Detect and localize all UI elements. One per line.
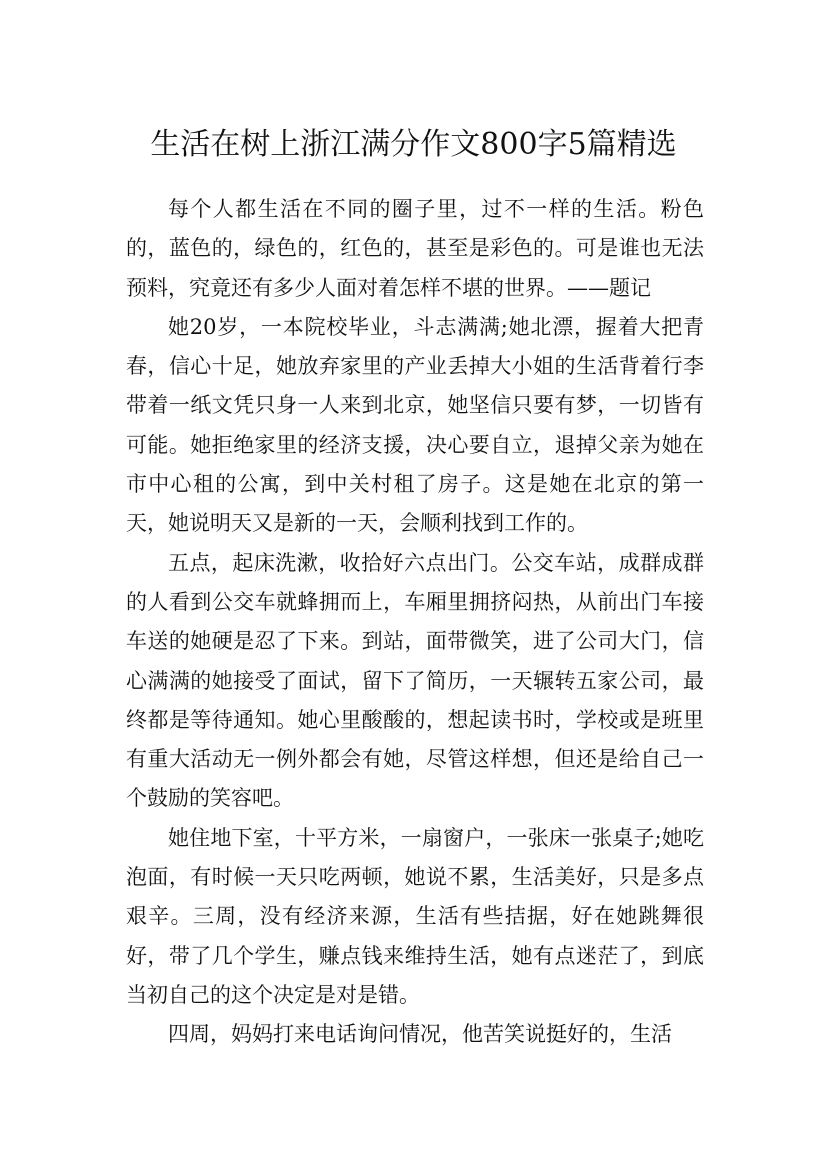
paragraph-epigraph: 每个人都生活在不同的圈子里，过不一样的生活。粉色的，蓝色的，绿色的，红色的，甚至是彩色的。可是谁也无法预料，究竟还有多少人面对着怎样不堪的世界。——题记	[126, 197, 704, 300]
paragraph-job-hunting: 五点，起床洗漱，收拾好六点出门。公交车站，成群成群的人看到公交车就蜂拥而上，车厢里拥挤闷热，从前出门车接车送的她硬是忍了下来。到站，面带微笑，进了公司大门，信心满满的她接受了面试，留下了简历，一天辗转五家公司，最终都是等待通知。她心里酸酸的，想起读书时，学校或是班里有重大活动无一例外都会有她，尽管这样想，但还是给自己一个鼓励的笑容吧。	[126, 550, 704, 811]
paragraph-mother-call: 四周，妈妈打来电话询问情况，他苦笑说挺好的，生活	[168, 1022, 672, 1047]
paragraph-beijing-arrival: 她20岁，一本院校毕业，斗志满满;她北漂，握着大把青春，信心十足，她放弃家里的产业丢掉大小姐的生活背着行李带着一纸文凭只身一人来到北京，她坚信只要有梦，一切皆有可能。她拒绝家里的经济支援，决心要自立，退掉父亲为她在市中心租的公寓，到中关村租了房子。这是她在北京的第一天，她说明天又是新的一天，会顺利找到工作的。	[126, 314, 704, 536]
paragraph-basement-life: 她住地下室，十平方米，一扇窗户，一张床一张桌子;她吃泡面，有时候一天只吃两顿，她说不累，生活美好，只是多点艰辛。三周，没有经济来源，生活有些拮据，好在她跳舞很好，带了几个学生，赚点钱来维持生活，她有点迷茫了，到底当初自己的这个决定是对是错。	[126, 825, 704, 1007]
document-body	[126, 190, 704, 1055]
document-title: 生活在树上浙江满分作文800字5篇精选	[150, 127, 677, 163]
